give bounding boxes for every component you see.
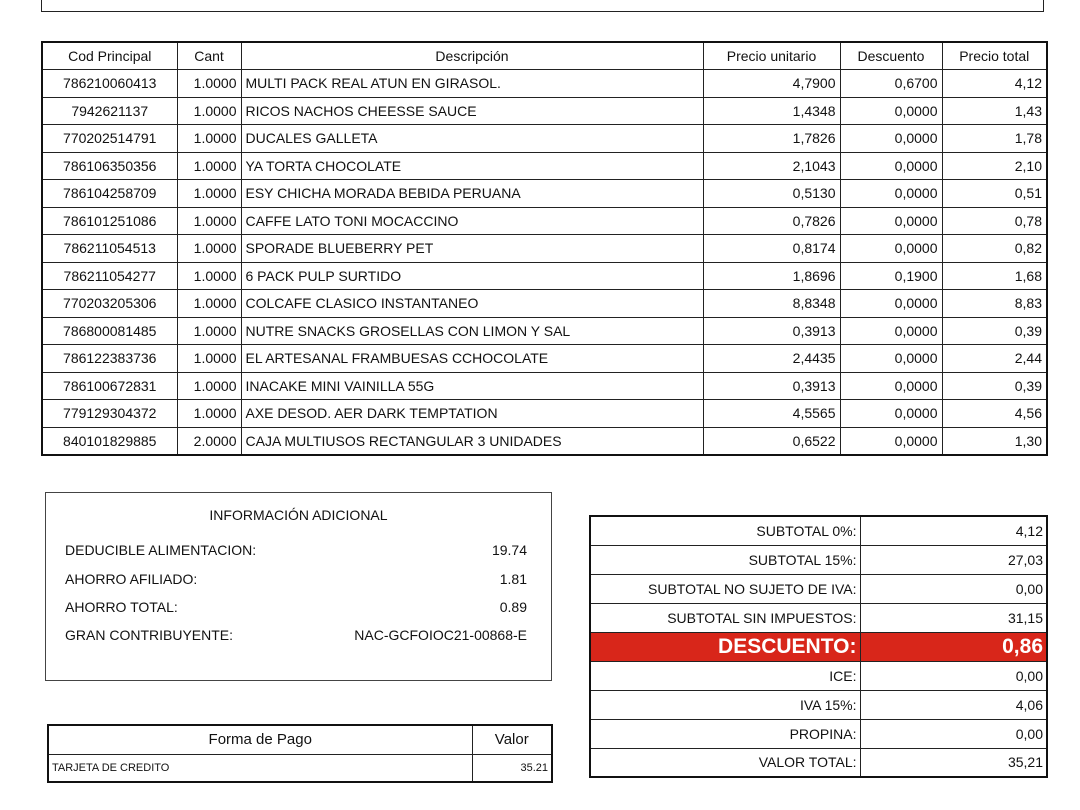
item-unit-price: 2,4435 [703,345,840,373]
item-total-price: 4,12 [942,70,1047,98]
totals-value: 0,00 [860,574,1047,603]
header-precio-total: Precio total [942,42,1047,70]
totals-label: DESCUENTO: [590,632,860,661]
payment-value: 35.21 [472,754,552,782]
item-discount: 0,0000 [840,207,942,235]
item-discount: 0,0000 [840,317,942,345]
item-discount: 0,6700 [840,70,942,98]
item-discount: 0,0000 [840,345,942,373]
item-quantity: 1.0000 [177,317,241,345]
item-quantity: 1.0000 [177,207,241,235]
item-code: 770203205306 [42,290,177,318]
info-label: DEDUCIBLE ALIMENTACION: [65,542,257,558]
table-row [42,400,1047,428]
item-total-price: 0,39 [942,317,1047,345]
header-cod-principal: Cod Principal [42,42,177,70]
info-label: AHORRO AFILIADO: [65,571,198,587]
item-total-price: 0,78 [942,207,1047,235]
item-description: NUTRE SNACKS GROSELLAS CON LIMON Y SAL [241,317,703,345]
totals-value: 35,21 [860,748,1047,777]
item-description: ESY CHICHA MORADA BEBIDA PERUANA [241,180,703,208]
payment-row [48,754,552,782]
item-discount: 0,0000 [840,97,942,125]
table-row [42,427,1047,455]
item-discount: 0,0000 [840,152,942,180]
totals-value: 4,06 [860,690,1047,719]
item-discount: 0,0000 [840,372,942,400]
item-total-price: 8,83 [942,290,1047,318]
item-unit-price: 0,7826 [703,207,840,235]
item-total-price: 4,56 [942,400,1047,428]
header-valor: Valor [472,725,552,754]
item-total-price: 2,44 [942,345,1047,373]
item-total-price: 2,10 [942,152,1047,180]
info-value: 0.89 [499,599,527,615]
item-discount: 0,0000 [840,427,942,455]
item-code: 786100672831 [42,372,177,400]
item-unit-price: 1,8696 [703,262,840,290]
item-quantity: 1.0000 [177,372,241,400]
item-code: 840101829885 [42,427,177,455]
header-box-bottom-edge [41,0,1044,12]
item-code: 770202514791 [42,125,177,153]
item-code: 786104258709 [42,180,177,208]
item-quantity: 1.0000 [177,125,241,153]
item-unit-price: 0,3913 [703,372,840,400]
item-total-price: 1,68 [942,262,1047,290]
item-description: CAJA MULTIUSOS RECTANGULAR 3 UNIDADES [241,427,703,455]
item-total-price: 0,51 [942,180,1047,208]
info-value: 19.74 [491,542,527,558]
info-value: NAC-GCFOIOC21-00868-E [354,627,527,643]
item-discount: 0,0000 [840,180,942,208]
item-description: EL ARTESANAL FRAMBUESAS CCHOCOLATE [241,345,703,373]
item-unit-price: 0,3913 [703,317,840,345]
totals-label: SUBTOTAL NO SUJETO DE IVA: [590,574,860,603]
table-row [42,262,1047,290]
item-description: INACAKE MINI VAINILLA 55G [241,372,703,400]
item-discount: 0,0000 [840,290,942,318]
totals-row [590,748,1047,777]
totals-label: SUBTOTAL 0%: [590,516,860,545]
totals-value: 27,03 [860,545,1047,574]
item-quantity: 1.0000 [177,235,241,263]
additional-info-title: INFORMACIÓN ADICIONAL [209,507,388,523]
item-quantity: 1.0000 [177,97,241,125]
item-unit-price: 0,5130 [703,180,840,208]
additional-info-box [45,492,552,681]
totals-row [590,603,1047,632]
item-discount: 0,0000 [840,235,942,263]
item-unit-price: 8,8348 [703,290,840,318]
item-code: 786106350356 [42,152,177,180]
item-unit-price: 4,7900 [703,70,840,98]
table-row [42,180,1047,208]
item-total-price: 0,82 [942,235,1047,263]
item-description: DUCALES GALLETA [241,125,703,153]
item-discount: 0,0000 [840,125,942,153]
table-row [42,290,1047,318]
item-description: SPORADE BLUEBERRY PET [241,235,703,263]
item-description: RICOS NACHOS CHEESSE SAUCE [241,97,703,125]
item-description: YA TORTA CHOCOLATE [241,152,703,180]
table-row [42,125,1047,153]
totals-label: PROPINA: [590,719,860,748]
item-description: 6 PACK PULP SURTIDO [241,262,703,290]
table-row [42,97,1047,125]
table-row [42,317,1047,345]
table-row [42,70,1047,98]
table-row [42,207,1047,235]
item-code: 786210060413 [42,70,177,98]
item-discount: 0,1900 [840,262,942,290]
header-descripcion: Descripción [241,42,703,70]
item-code: 786122383736 [42,345,177,373]
totals-value: 4,12 [860,516,1047,545]
items-table [41,41,1048,456]
header-forma-de-pago: Forma de Pago [48,725,472,754]
item-unit-price: 1,4348 [703,97,840,125]
item-quantity: 1.0000 [177,262,241,290]
totals-row [590,719,1047,748]
totals-row [590,690,1047,719]
info-label: GRAN CONTRIBUYENTE: [65,627,234,643]
header-descuento: Descuento [840,42,942,70]
item-quantity: 1.0000 [177,290,241,318]
payment-header-row [48,725,552,754]
item-quantity: 2.0000 [177,427,241,455]
items-header-row [42,42,1047,70]
item-quantity: 1.0000 [177,70,241,98]
totals-label: IVA 15%: [590,690,860,719]
table-row [42,152,1047,180]
totals-label: ICE: [590,661,860,690]
totals-label: SUBTOTAL SIN IMPUESTOS: [590,603,860,632]
item-unit-price: 0,6522 [703,427,840,455]
item-code: 786800081485 [42,317,177,345]
item-total-price: 1,78 [942,125,1047,153]
item-total-price: 1,43 [942,97,1047,125]
info-value: 1.81 [499,571,527,587]
item-quantity: 1.0000 [177,345,241,373]
totals-row [590,545,1047,574]
totals-value: 31,15 [860,603,1047,632]
totals-row [590,516,1047,545]
item-unit-price: 4,5565 [703,400,840,428]
item-unit-price: 1,7826 [703,125,840,153]
item-discount: 0,0000 [840,400,942,428]
info-label: AHORRO TOTAL: [65,599,178,615]
totals-label: VALOR TOTAL: [590,748,860,777]
item-description: AXE DESOD. AER DARK TEMPTATION [241,400,703,428]
table-row [42,345,1047,373]
item-quantity: 1.0000 [177,400,241,428]
totals-body [590,516,1047,777]
item-unit-price: 2,1043 [703,152,840,180]
totals-row [590,574,1047,603]
item-code: 786211054513 [42,235,177,263]
payment-table [47,724,553,783]
item-description: CAFFE LATO TONI MOCACCINO [241,207,703,235]
table-row [42,235,1047,263]
payment-method: TARJETA DE CREDITO [48,754,472,782]
item-total-price: 0,39 [942,372,1047,400]
item-code: 779129304372 [42,400,177,428]
totals-label: SUBTOTAL 15%: [590,545,860,574]
totals-value: 0,00 [860,719,1047,748]
items-body [42,70,1047,455]
item-total-price: 1,30 [942,427,1047,455]
item-code: 786211054277 [42,262,177,290]
item-description: COLCAFE CLASICO INSTANTANEO [241,290,703,318]
header-cant: Cant [177,42,241,70]
item-description: MULTI PACK REAL ATUN EN GIRASOL. [241,70,703,98]
item-unit-price: 0,8174 [703,235,840,263]
totals-row [590,661,1047,690]
item-code: 7942621137 [42,97,177,125]
totals-value: 0,86 [860,632,1047,661]
totals-value: 0,00 [860,661,1047,690]
totals-table [589,515,1048,778]
item-quantity: 1.0000 [177,180,241,208]
totals-row-descuento [590,632,1047,661]
header-precio-unitario: Precio unitario [703,42,840,70]
table-row [42,372,1047,400]
item-quantity: 1.0000 [177,152,241,180]
item-code: 786101251086 [42,207,177,235]
